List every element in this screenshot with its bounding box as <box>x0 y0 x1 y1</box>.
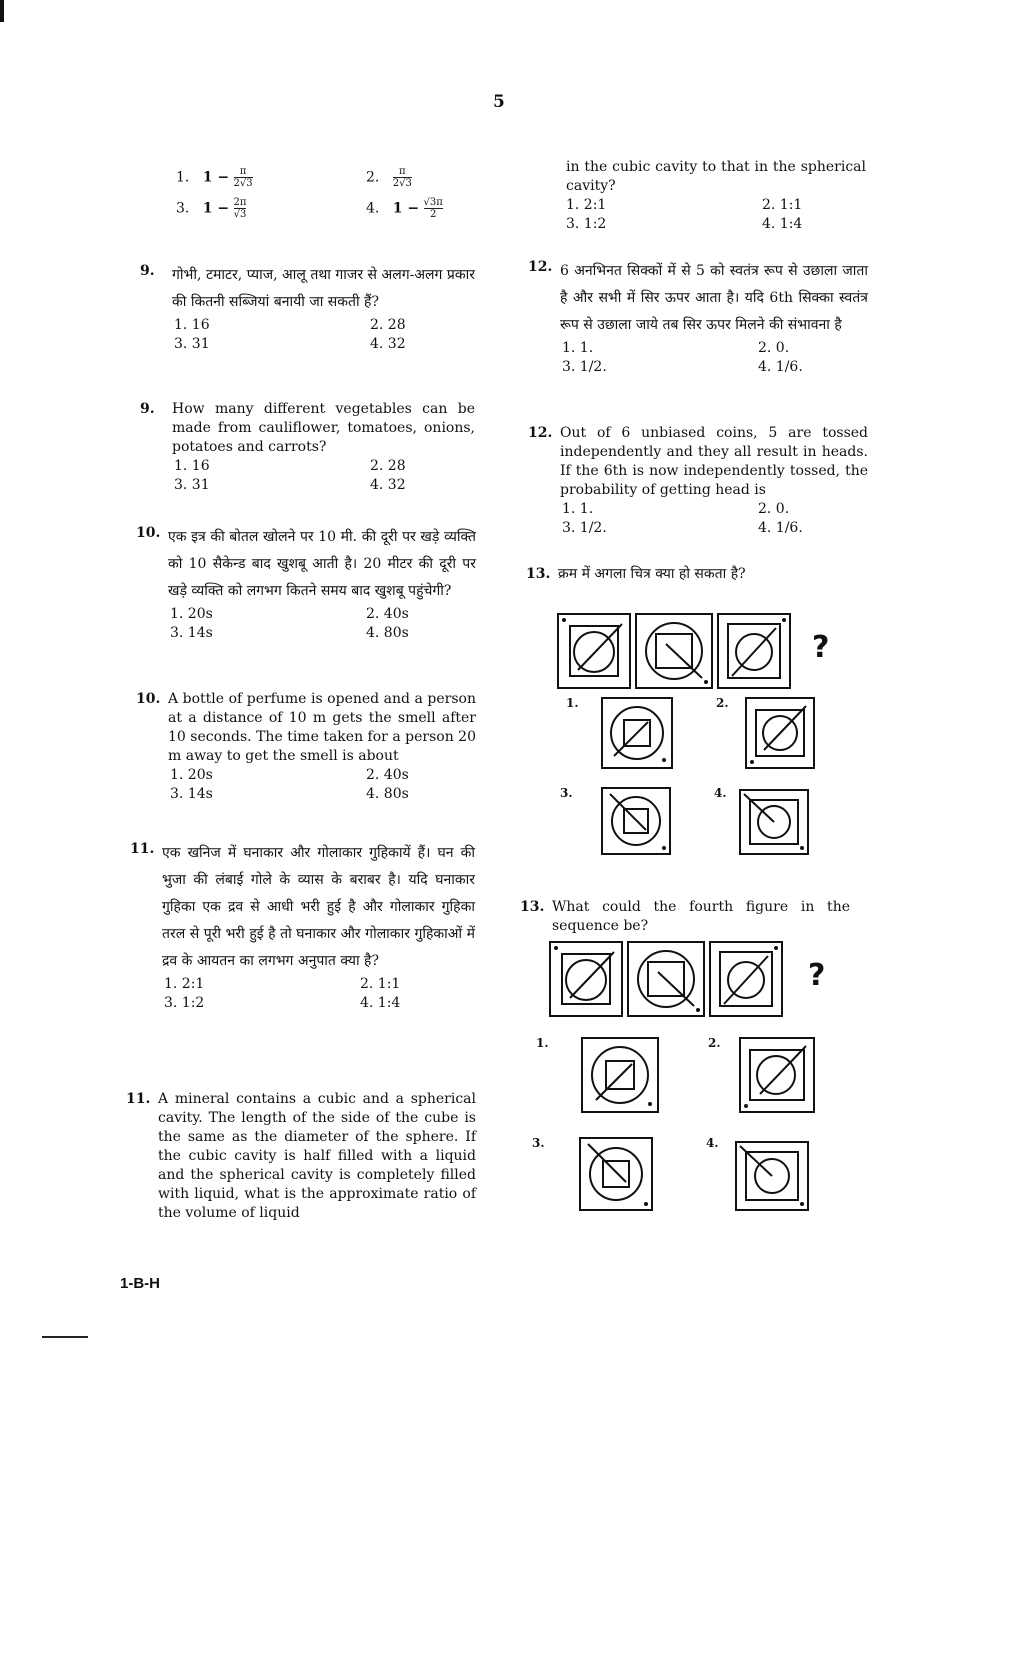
option-2: 2. 28 <box>370 317 406 333</box>
options <box>174 316 475 354</box>
options <box>562 339 868 377</box>
option-figure <box>600 696 674 770</box>
option-4: 4. 80s <box>366 786 409 802</box>
figure-option-2 <box>738 1036 816 1114</box>
option-label-1: 1. <box>536 1036 549 1050</box>
question-12-english <box>528 424 868 538</box>
options <box>164 975 475 1013</box>
option-1: 1. 20s <box>170 606 213 622</box>
option-3: 3. 1/2. <box>562 520 607 536</box>
figure-option-3 <box>600 786 672 856</box>
question-text: 6 अनभिनत सिक्कों में से 5 को स्वतंत्र रूप से उछाला जाता है और सभी में सिर ऊपर आता है। यदि 6th सिक्का स्वतंत्र रूप से उछाला जाये तब सिर ऊपर मिलने की संभावना है <box>560 263 868 333</box>
option-figure <box>738 788 810 856</box>
option-label-4: 4. <box>706 1136 719 1150</box>
figure-sequence-hindi <box>556 612 796 692</box>
option-label-3: 3. <box>560 786 573 800</box>
question-text: A mineral contains a cubic and a spherical cavity. The length of the side of the cube is the same as the diameter of the sphere. If the cubic cavity is half filled with a liquid and the spherical cavity is completely filled with liquid, what is the approximate ratio of the volume of liquid <box>158 1091 476 1221</box>
question-text: क्रम में अगला चित्र क्या हो सकता है? <box>558 566 746 582</box>
question-mark: ? <box>808 958 826 993</box>
option-3: 3. 1:2 <box>164 995 205 1011</box>
option-1: 1. 1. <box>562 340 594 356</box>
question-text: What could the fourth figure in the sequence be? <box>552 899 850 934</box>
option-figure <box>600 786 672 856</box>
figure-option-4 <box>734 1140 810 1212</box>
options <box>170 766 476 804</box>
options <box>174 457 475 495</box>
options <box>170 605 476 643</box>
figure-option-3 <box>578 1136 654 1212</box>
question-10-english <box>136 690 476 804</box>
sequence-figures <box>548 940 788 1020</box>
option-4: 4. 32 <box>370 336 406 352</box>
option-4: 4. 1:4 <box>360 995 401 1011</box>
option-label-2: 2. <box>708 1036 721 1050</box>
option-label-1: 1. <box>566 696 579 710</box>
option-3: 3. 1:2 <box>566 216 607 232</box>
option-3: 3. 14s <box>170 625 213 641</box>
option-3: 3. 14s <box>170 786 213 802</box>
question-number: 9. <box>140 401 155 417</box>
question-number: 10. <box>136 525 161 541</box>
option-label-4: 4. <box>714 786 727 800</box>
question-number: 12. <box>528 259 553 275</box>
question-mark: ? <box>812 630 830 665</box>
question-text: Out of 6 unbiased coins, 5 are tossed independently and they all result in heads. If the 6th is now independently tossed, the probability of getting head is <box>560 425 868 498</box>
question-text-continued: in the cubic cavity to that in the spherical cavity? <box>566 159 866 194</box>
question-text: गोभी, टमाटर, प्याज, आलू तथा गाजर से अलग-अलग प्रकार की कितनी सब्जियां बनायी जा सकती हैं? <box>172 267 475 310</box>
option-2: 2. 28 <box>370 458 406 474</box>
question-10-hindi <box>136 524 476 643</box>
figure-option-4 <box>738 788 810 856</box>
q8-option-4: 4. 1 − $\frac{√3\pi}{2}$ <box>366 197 443 220</box>
option-3: 3. 31 <box>174 477 210 493</box>
option-2: 2. 40s <box>366 767 409 783</box>
options <box>562 500 868 538</box>
page-number: 5 <box>493 92 505 112</box>
option-1: 1. 16 <box>174 458 210 474</box>
option-2: 2. 0. <box>758 501 790 517</box>
figure-sequence-english <box>548 940 788 1020</box>
option-3: 3. 31 <box>174 336 210 352</box>
question-11-hindi <box>130 840 475 1013</box>
question-text: How many different vegetables can be made from cauliflower, tomatoes, onions, potatoes and carrots? <box>172 401 475 455</box>
question-11-english-continued <box>566 158 866 234</box>
option-1: 1. 16 <box>174 317 210 333</box>
q8-option-1: 1. 1 − $\frac{\pi}{2√3}$ <box>176 166 253 189</box>
option-figure <box>738 1036 816 1114</box>
option-1: 1. 1. <box>562 501 594 517</box>
question-13-hindi <box>526 565 866 584</box>
option-label-2: 2. <box>716 696 729 710</box>
option-1: 1. 2:1 <box>566 197 607 213</box>
option-figure <box>734 1140 810 1212</box>
option-2: 2. 0. <box>758 340 790 356</box>
question-9-english <box>140 400 475 495</box>
figure-option-1 <box>580 1036 660 1114</box>
q8-option-2: 2. $\frac{\pi}{2√3}$ <box>366 166 412 189</box>
option-2: 2. 40s <box>366 606 409 622</box>
option-4: 4. 1/6. <box>758 359 803 375</box>
sequence-figures <box>556 612 796 692</box>
q8-options-block <box>176 166 476 220</box>
question-9-hindi <box>140 262 475 354</box>
question-text: A bottle of perfume is opened and a person at a distance of 10 m gets the smell after 10 seconds. The time taken for a person 20 m away to get the smell is about <box>168 691 476 764</box>
question-number: 9. <box>140 263 155 279</box>
question-number: 11. <box>130 841 155 857</box>
question-11-english <box>126 1090 476 1223</box>
option-4: 4. 1:4 <box>762 216 803 232</box>
question-text: एक इत्र की बोतल खोलने पर 10 मी. की दूरी पर खड़े व्यक्ति को 10 सैकेन्ड बाद खुशबू आती है। 20 मीटर की दूरी पर खड़े व्यक्ति को लगभग कितने समय बाद खुशबू पहुंचेगी? <box>168 529 476 599</box>
figure-option-2 <box>744 696 816 770</box>
option-2: 2. 1:1 <box>360 976 401 992</box>
option-4: 4. 32 <box>370 477 406 493</box>
figure-option-1 <box>600 696 674 770</box>
footer-rule <box>42 1336 88 1338</box>
option-label-3: 3. <box>532 1136 545 1150</box>
option-2: 2. 1:1 <box>762 197 803 213</box>
option-1: 1. 20s <box>170 767 213 783</box>
scan-edge-mark <box>0 0 4 22</box>
question-number: 11. <box>126 1091 151 1107</box>
question-number: 13. <box>526 566 551 582</box>
footer-code: 1-B-H <box>120 1275 160 1292</box>
option-figure <box>744 696 816 770</box>
question-number: 13. <box>520 899 545 915</box>
option-4: 4. 80s <box>366 625 409 641</box>
option-figure <box>578 1136 654 1212</box>
option-3: 3. 1/2. <box>562 359 607 375</box>
question-text: एक खनिज में घनाकार और गोलाकार गुहिकायें हैं। घन की भुजा की लंबाई गोले के व्यास के बराबर है। यदि घनाकार गुहिका एक द्रव से आधी भरी हुई है और गोलाकार गुहिका तरल से पूरी भरी हुई है तो घनाकार और गोलाकार गुहिकाओं में द्रव के आयतन का लगभग अनुपात क्या है? <box>162 845 475 969</box>
question-13-english <box>520 898 850 936</box>
question-12-hindi <box>528 258 868 377</box>
option-figure <box>580 1036 660 1114</box>
q8-option-3: 3. 1 − $\frac{2\pi}{√3}$ <box>176 197 247 220</box>
question-number: 10. <box>136 691 161 707</box>
option-1: 1. 2:1 <box>164 976 205 992</box>
options <box>566 196 866 234</box>
question-number: 12. <box>528 425 553 441</box>
option-4: 4. 1/6. <box>758 520 803 536</box>
